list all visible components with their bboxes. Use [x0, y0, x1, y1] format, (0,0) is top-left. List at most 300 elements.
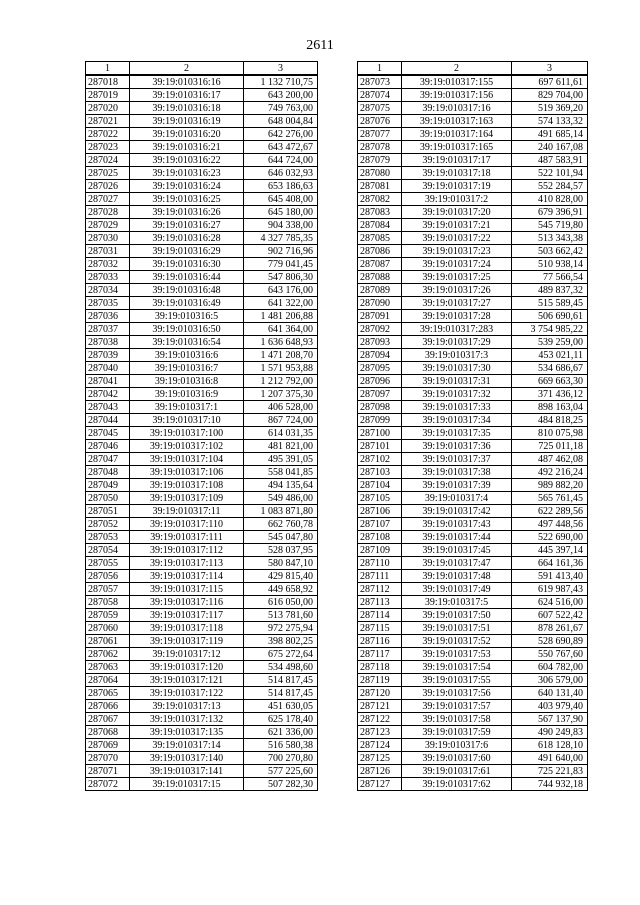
cadastral-id: 39:19:010317:27: [402, 297, 512, 310]
cadastral-value: 406 528,00: [244, 401, 318, 414]
row-number: 287113: [358, 596, 402, 609]
cadastral-value: 306 579,00: [512, 674, 588, 687]
row-number: 287094: [358, 349, 402, 362]
cadastral-value: 902 716,96: [244, 245, 318, 258]
row-number: 287115: [358, 622, 402, 635]
cadastral-value: 567 137,90: [512, 713, 588, 726]
cadastral-id: 39:19:010317:104: [130, 453, 244, 466]
row-number: 287080: [358, 167, 402, 180]
table-row: [86, 375, 318, 388]
row-number: 287114: [358, 609, 402, 622]
table-row: [86, 193, 318, 206]
cadastral-id: 39:19:010317:25: [402, 271, 512, 284]
cadastral-id: 39:19:010317:118: [130, 622, 244, 635]
table-row: [358, 167, 588, 180]
row-number: 287054: [86, 544, 130, 557]
cadastral-value: 618 128,10: [512, 739, 588, 752]
row-number: 287085: [358, 232, 402, 245]
table-row: [86, 388, 318, 401]
table-row: [86, 609, 318, 622]
table-row: [358, 388, 588, 401]
cadastral-value: 725 221,83: [512, 765, 588, 778]
table-row: [86, 323, 318, 336]
cadastral-id: 39:19:010316:25: [130, 193, 244, 206]
table-row: [358, 323, 588, 336]
cadastral-value: 507 282,30: [244, 778, 318, 791]
row-number: 287068: [86, 726, 130, 739]
table-row: [86, 544, 318, 557]
cadastral-id: 39:19:010317:29: [402, 336, 512, 349]
cadastral-id: 39:19:010317:52: [402, 635, 512, 648]
cadastral-value: 972 275,94: [244, 622, 318, 635]
table-row: [86, 75, 318, 89]
cadastral-value: 449 658,92: [244, 583, 318, 596]
cadastral-id: 39:19:010316:16: [130, 75, 244, 89]
cadastral-id: 39:19:010317:156: [402, 89, 512, 102]
table-row: [86, 167, 318, 180]
cadastral-value: 641 364,00: [244, 323, 318, 336]
row-number: 287056: [86, 570, 130, 583]
cadastral-id: 39:19:010317:3: [402, 349, 512, 362]
cadastral-value: 643 472,67: [244, 141, 318, 154]
table-row: [358, 752, 588, 765]
table-row: [358, 596, 588, 609]
row-number: 287096: [358, 375, 402, 388]
row-number: 287062: [86, 648, 130, 661]
cadastral-value: 534 686,67: [512, 362, 588, 375]
table-row: [86, 128, 318, 141]
table-row: [86, 297, 318, 310]
table-row: [358, 102, 588, 115]
table-row: [86, 557, 318, 570]
cadastral-id: 39:19:010317:132: [130, 713, 244, 726]
row-number: 287032: [86, 258, 130, 271]
cadastral-value: 240 167,08: [512, 141, 588, 154]
row-number: 287029: [86, 219, 130, 232]
cadastral-value: 604 782,00: [512, 661, 588, 674]
cadastral-id: 39:19:010317:57: [402, 700, 512, 713]
cadastral-value: 539 259,00: [512, 336, 588, 349]
cadastral-value: 697 611,61: [512, 75, 588, 89]
table-row: [358, 401, 588, 414]
table-row: [358, 557, 588, 570]
row-number: 287078: [358, 141, 402, 154]
cadastral-value: 429 815,40: [244, 570, 318, 583]
table-row: [358, 310, 588, 323]
column-header-number: 1: [86, 62, 130, 76]
row-number: 287111: [358, 570, 402, 583]
table-row: [86, 739, 318, 752]
cadastral-value: 403 979,40: [512, 700, 588, 713]
cadastral-value: 779 041,45: [244, 258, 318, 271]
cadastral-value: 867 724,00: [244, 414, 318, 427]
table-row: [358, 414, 588, 427]
table-row: [358, 336, 588, 349]
column-header-cadastral-id: 2: [402, 62, 512, 76]
table-row: [358, 141, 588, 154]
column-header-number: 1: [358, 62, 402, 76]
cadastral-id: 39:19:010317:26: [402, 284, 512, 297]
row-number: 287027: [86, 193, 130, 206]
row-number: 287083: [358, 206, 402, 219]
cadastral-value: 491 685,14: [512, 128, 588, 141]
cadastral-value: 550 767,60: [512, 648, 588, 661]
row-number: 287051: [86, 505, 130, 518]
cadastral-id: 39:19:010316:23: [130, 167, 244, 180]
row-number: 287099: [358, 414, 402, 427]
cadastral-value: 528 037,95: [244, 544, 318, 557]
cadastral-value: 749 763,00: [244, 102, 318, 115]
row-number: 287053: [86, 531, 130, 544]
row-number: 287124: [358, 739, 402, 752]
cadastral-value: 577 225,60: [244, 765, 318, 778]
table-row: [358, 492, 588, 505]
cadastral-value: 489 837,32: [512, 284, 588, 297]
row-number: 287044: [86, 414, 130, 427]
cadastral-value: 624 516,00: [512, 596, 588, 609]
table-row: [358, 726, 588, 739]
row-number: 287021: [86, 115, 130, 128]
cadastral-value: 491 640,00: [512, 752, 588, 765]
row-number: 287049: [86, 479, 130, 492]
row-number: 287090: [358, 297, 402, 310]
table-row: [86, 154, 318, 167]
cadastral-id: 39:19:010317:33: [402, 401, 512, 414]
table-row: [86, 622, 318, 635]
cadastral-value: 1 083 871,80: [244, 505, 318, 518]
table-row: [86, 362, 318, 375]
cadastral-value: 558 041,85: [244, 466, 318, 479]
table-row: [86, 414, 318, 427]
cadastral-id: 39:19:010317:50: [402, 609, 512, 622]
cadastral-value: 492 216,24: [512, 466, 588, 479]
row-number: 287048: [86, 466, 130, 479]
cadastral-value: 648 004,84: [244, 115, 318, 128]
table-row: [358, 75, 588, 89]
row-number: 287020: [86, 102, 130, 115]
table-row: [358, 271, 588, 284]
cadastral-value: 643 200,00: [244, 89, 318, 102]
column-header-cadastral-id: 2: [130, 62, 244, 76]
cadastral-id: 39:19:010317:14: [130, 739, 244, 752]
table-row: [86, 752, 318, 765]
row-number: 287092: [358, 323, 402, 336]
cadastral-value: 878 261,67: [512, 622, 588, 635]
table-row: [86, 271, 318, 284]
cadastral-id: 39:19:010317:42: [402, 505, 512, 518]
cadastral-value: 534 498,60: [244, 661, 318, 674]
cadastral-id: 39:19:010317:59: [402, 726, 512, 739]
cadastral-value: 621 336,00: [244, 726, 318, 739]
row-number: 287045: [86, 427, 130, 440]
row-number: 287088: [358, 271, 402, 284]
cadastral-id: 39:19:010317:62: [402, 778, 512, 791]
cadastral-value: 625 178,40: [244, 713, 318, 726]
cadastral-id: 39:19:010317:115: [130, 583, 244, 596]
cadastral-value: 646 032,93: [244, 167, 318, 180]
table-header-row: [86, 62, 318, 76]
cadastral-value: 506 690,61: [512, 310, 588, 323]
table-row: [86, 453, 318, 466]
table-row: [86, 505, 318, 518]
row-number: 287018: [86, 75, 130, 89]
row-number: 287041: [86, 375, 130, 388]
cadastral-value: 514 817,45: [244, 674, 318, 687]
cadastral-id: 39:19:010316:24: [130, 180, 244, 193]
cadastral-value: 700 270,80: [244, 752, 318, 765]
row-number: 287103: [358, 466, 402, 479]
cadastral-value: 725 011,18: [512, 440, 588, 453]
table-row: [86, 713, 318, 726]
cadastral-value: 645 408,00: [244, 193, 318, 206]
cadastral-id: 39:19:010317:58: [402, 713, 512, 726]
table-row: [86, 596, 318, 609]
cadastral-value: 989 882,20: [512, 479, 588, 492]
cadastral-id: 39:19:010317:100: [130, 427, 244, 440]
table-row: [358, 193, 588, 206]
cadastral-value: 451 630,05: [244, 700, 318, 713]
cadastral-id: 39:19:010317:47: [402, 557, 512, 570]
table-row: [358, 531, 588, 544]
cadastral-id: 39:19:010316:30: [130, 258, 244, 271]
row-number: 287071: [86, 765, 130, 778]
cadastral-value: 514 817,45: [244, 687, 318, 700]
row-number: 287118: [358, 661, 402, 674]
row-number: 287093: [358, 336, 402, 349]
row-number: 287112: [358, 583, 402, 596]
cadastral-id: 39:19:010316:7: [130, 362, 244, 375]
cadastral-value: 3 754 985,22: [512, 323, 588, 336]
cadastral-id: 39:19:010317:10: [130, 414, 244, 427]
row-number: 287037: [86, 323, 130, 336]
row-number: 287067: [86, 713, 130, 726]
cadastral-id: 39:19:010316:17: [130, 89, 244, 102]
cadastral-id: 39:19:010317:110: [130, 518, 244, 531]
table-row: [86, 661, 318, 674]
table-row: [86, 219, 318, 232]
row-number: 287074: [358, 89, 402, 102]
cadastral-value: 662 760,78: [244, 518, 318, 531]
cadastral-value: 77 566,54: [512, 271, 588, 284]
table-row: [86, 180, 318, 193]
cadastral-id: 39:19:010317:102: [130, 440, 244, 453]
cadastral-id: 39:19:010317:17: [402, 154, 512, 167]
cadastral-value: 1 636 648,93: [244, 336, 318, 349]
cadastral-id: 39:19:010317:19: [402, 180, 512, 193]
cadastral-id: 39:19:010317:116: [130, 596, 244, 609]
cadastral-value: 528 690,89: [512, 635, 588, 648]
cadastral-id: 39:19:010317:20: [402, 206, 512, 219]
cadastral-value: 503 662,42: [512, 245, 588, 258]
row-number: 287095: [358, 362, 402, 375]
cadastral-id: 39:19:010317:141: [130, 765, 244, 778]
row-number: 287072: [86, 778, 130, 791]
row-number: 287125: [358, 752, 402, 765]
cadastral-id: 39:19:010317:28: [402, 310, 512, 323]
table-row: [86, 245, 318, 258]
cadastral-value: 616 050,00: [244, 596, 318, 609]
table-row: [86, 258, 318, 271]
row-number: 287028: [86, 206, 130, 219]
cadastral-id: 39:19:010316:27: [130, 219, 244, 232]
table-row: [86, 570, 318, 583]
cadastral-value: 513 343,38: [512, 232, 588, 245]
cadastral-value: 1 571 953,88: [244, 362, 318, 375]
row-number: 287117: [358, 648, 402, 661]
row-number: 287036: [86, 310, 130, 323]
cadastral-value: 664 161,36: [512, 557, 588, 570]
row-number: 287126: [358, 765, 402, 778]
cadastral-value: 898 163,04: [512, 401, 588, 414]
cadastral-value: 484 818,25: [512, 414, 588, 427]
table-row: [358, 427, 588, 440]
table-row: [86, 700, 318, 713]
table-row: [358, 466, 588, 479]
row-number: 287038: [86, 336, 130, 349]
row-number: 287031: [86, 245, 130, 258]
cadastral-id: 39:19:010317:15: [130, 778, 244, 791]
cadastral-id: 39:19:010317:30: [402, 362, 512, 375]
row-number: 287052: [86, 518, 130, 531]
row-number: 287043: [86, 401, 130, 414]
table-row: [358, 297, 588, 310]
table-row: [86, 310, 318, 323]
table-row: [358, 687, 588, 700]
cadastral-id: 39:19:010317:39: [402, 479, 512, 492]
row-number: 287091: [358, 310, 402, 323]
table-row: [358, 89, 588, 102]
row-number: 287055: [86, 557, 130, 570]
table-row: [86, 401, 318, 414]
row-number: 287081: [358, 180, 402, 193]
table-row: [358, 739, 588, 752]
row-number: 287116: [358, 635, 402, 648]
cadastral-id: 39:19:010317:283: [402, 323, 512, 336]
table-row: [86, 102, 318, 115]
cadastral-id: 39:19:010316:21: [130, 141, 244, 154]
table-row: [358, 583, 588, 596]
table-row: [86, 531, 318, 544]
cadastral-id: 39:19:010316:54: [130, 336, 244, 349]
row-number: 287060: [86, 622, 130, 635]
table-row: [358, 115, 588, 128]
cadastral-id: 39:19:010317:106: [130, 466, 244, 479]
cadastral-id: 39:19:010317:18: [402, 167, 512, 180]
row-number: 287123: [358, 726, 402, 739]
row-number: 287102: [358, 453, 402, 466]
row-number: 287104: [358, 479, 402, 492]
row-number: 287108: [358, 531, 402, 544]
cadastral-value: 622 289,56: [512, 505, 588, 518]
cadastral-id: 39:19:010317:111: [130, 531, 244, 544]
table-row: [86, 115, 318, 128]
cadastral-value: 371 436,12: [512, 388, 588, 401]
cadastral-id: 39:19:010317:51: [402, 622, 512, 635]
cadastral-table-right: [357, 61, 588, 791]
cadastral-value: 398 802,25: [244, 635, 318, 648]
row-number: 287069: [86, 739, 130, 752]
cadastral-id: 39:19:010317:53: [402, 648, 512, 661]
table-row: [358, 453, 588, 466]
table-row: [86, 687, 318, 700]
table-row: [358, 713, 588, 726]
row-number: 287098: [358, 401, 402, 414]
table-row: [86, 284, 318, 297]
column-header-value: 3: [244, 62, 318, 76]
row-number: 287058: [86, 596, 130, 609]
row-number: 287023: [86, 141, 130, 154]
cadastral-id: 39:19:010317:112: [130, 544, 244, 557]
cadastral-value: 1 132 710,75: [244, 75, 318, 89]
cadastral-id: 39:19:010317:114: [130, 570, 244, 583]
cadastral-id: 39:19:010316:20: [130, 128, 244, 141]
cadastral-value: 549 486,00: [244, 492, 318, 505]
cadastral-value: 565 761,45: [512, 492, 588, 505]
cadastral-id: 39:19:010317:117: [130, 609, 244, 622]
cadastral-value: 641 322,00: [244, 297, 318, 310]
row-number: 287030: [86, 232, 130, 245]
row-number: 287025: [86, 167, 130, 180]
cadastral-id: 39:19:010316:9: [130, 388, 244, 401]
cadastral-value: 481 821,00: [244, 440, 318, 453]
cadastral-id: 39:19:010317:36: [402, 440, 512, 453]
table-row: [358, 570, 588, 583]
cadastral-id: 39:19:010316:44: [130, 271, 244, 284]
cadastral-id: 39:19:010317:32: [402, 388, 512, 401]
row-number: 287024: [86, 154, 130, 167]
row-number: 287119: [358, 674, 402, 687]
column-header-value: 3: [512, 62, 588, 76]
table-row: [358, 648, 588, 661]
cadastral-value: 1 481 206,88: [244, 310, 318, 323]
row-number: 287089: [358, 284, 402, 297]
table-row: [358, 622, 588, 635]
row-number: 287086: [358, 245, 402, 258]
table-row: [86, 206, 318, 219]
table-row: [358, 479, 588, 492]
table-row: [86, 141, 318, 154]
cadastral-table-left: [85, 61, 318, 791]
cadastral-value: 513 781,60: [244, 609, 318, 622]
row-number: 287065: [86, 687, 130, 700]
row-number: 287100: [358, 427, 402, 440]
cadastral-id: 39:19:010317:35: [402, 427, 512, 440]
cadastral-id: 39:19:010317:109: [130, 492, 244, 505]
row-number: 287106: [358, 505, 402, 518]
row-number: 287026: [86, 180, 130, 193]
cadastral-value: 487 583,91: [512, 154, 588, 167]
cadastral-id: 39:19:010317:48: [402, 570, 512, 583]
row-number: 287107: [358, 518, 402, 531]
table-row: [86, 466, 318, 479]
table-row: [358, 765, 588, 778]
row-number: 287034: [86, 284, 130, 297]
table-row: [358, 284, 588, 297]
cadastral-id: 39:19:010317:122: [130, 687, 244, 700]
table-row: [86, 479, 318, 492]
cadastral-id: 39:19:010317:165: [402, 141, 512, 154]
cadastral-id: 39:19:010316:48: [130, 284, 244, 297]
table-row: [86, 492, 318, 505]
cadastral-id: 39:19:010317:113: [130, 557, 244, 570]
row-number: 287082: [358, 193, 402, 206]
cadastral-value: 679 396,91: [512, 206, 588, 219]
table-row: [86, 674, 318, 687]
row-number: 287061: [86, 635, 130, 648]
cadastral-value: 653 186,63: [244, 180, 318, 193]
cadastral-id: 39:19:010317:54: [402, 661, 512, 674]
cadastral-id: 39:19:010316:26: [130, 206, 244, 219]
